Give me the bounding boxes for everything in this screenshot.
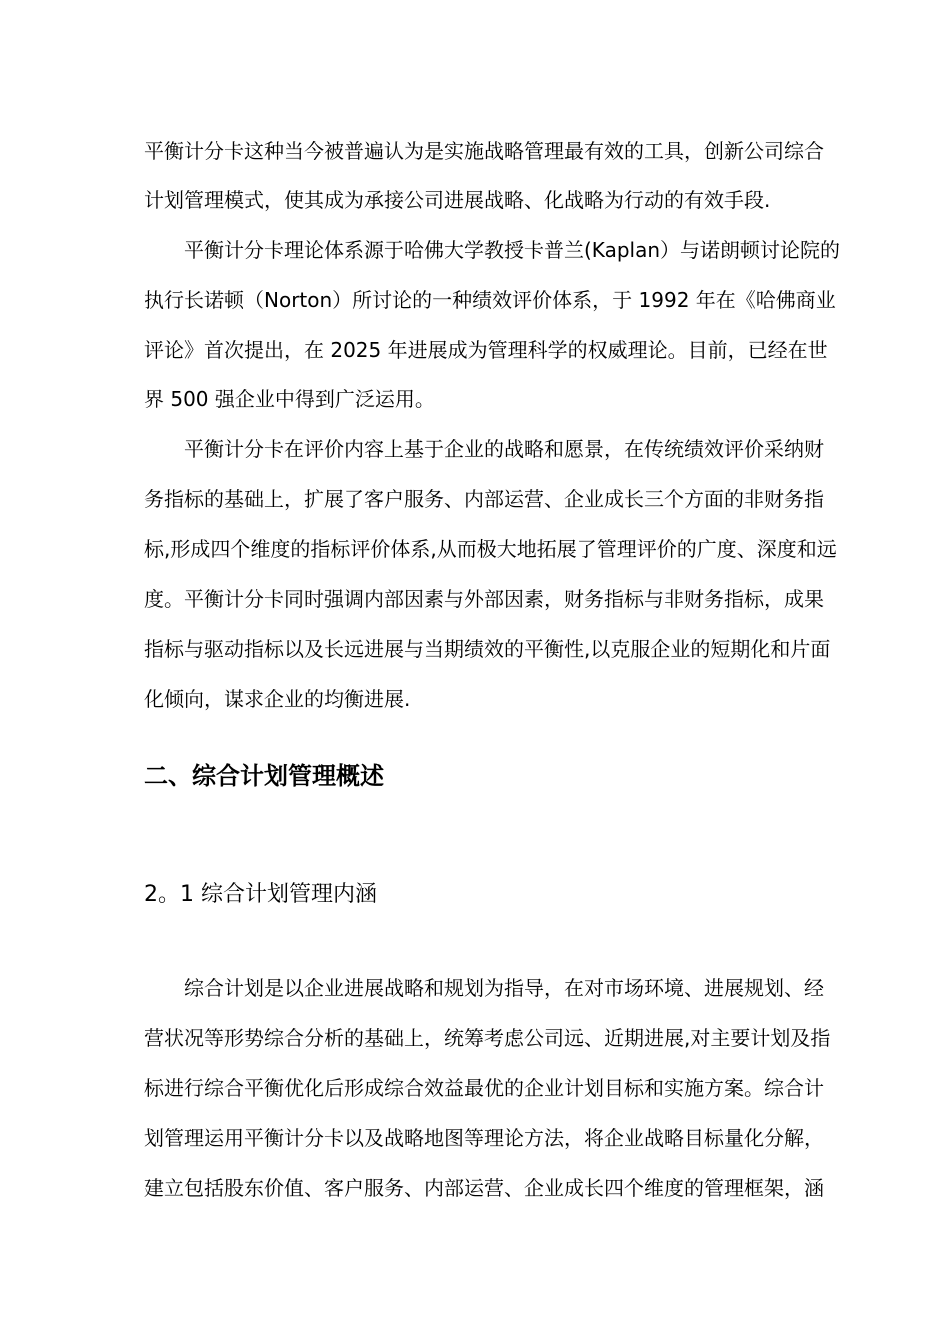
subsection-heading: 2。1 综合计划管理内涵	[144, 882, 377, 907]
paragraph-line: 平衡计分卡在评价内容上基于企业的战略和愿景，在传统绩效评价采纳财	[144, 437, 824, 461]
paragraph-line: 执行长诺顿（Norton）所讨论的一种绩效评价体系，于 1992 年在《哈佛商业	[144, 288, 836, 312]
paragraph-line: 度。平衡计分卡同时强调内部因素与外部因素，财务指标与非财务指标，成果	[144, 587, 824, 611]
section-heading: 二、综合计划管理概述	[144, 762, 384, 790]
paragraph-line: 综合计划是以企业进展战略和规划为指导，在对市场环境、进展规划、经	[144, 976, 824, 1000]
paragraph-line: 指标与驱动指标以及长远进展与当期绩效的平衡性,以克服企业的短期化和片面	[144, 637, 831, 661]
paragraph-line: 划管理运用平衡计分卡以及战略地图等理论方法，将企业战略目标量化分解，	[144, 1126, 824, 1150]
paragraph-line: 化倾向，谋求企业的均衡进展.	[144, 687, 411, 711]
paragraph-line: 标进行综合平衡优化后形成综合效益最优的企业计划目标和实施方案。综合计	[144, 1076, 824, 1100]
paragraph-line: 平衡计分卡这种当今被普遍认为是实施战略管理最有效的工具，创新公司综合	[144, 139, 824, 163]
paragraph-line: 界 500 强企业中得到广泛运用。	[144, 387, 435, 411]
paragraph-line: 平衡计分卡理论体系源于哈佛大学教授卡普兰(Kaplan）与诺朗顿讨论院的	[144, 238, 841, 262]
paragraph-line: 标,形成四个维度的指标评价体系,从而极大地拓展了管理评价的广度、深度和远	[144, 537, 837, 561]
paragraph-line: 计划管理模式，使其成为承接公司进展战略、化战略为行动的有效手段.	[144, 188, 771, 212]
paragraph-line: 营状况等形势综合分析的基础上，统筹考虑公司远、近期进展,对主要计划及指	[144, 1026, 831, 1050]
paragraph-line: 务指标的基础上，扩展了客户服务、内部运营、企业成长三个方面的非财务指	[144, 487, 824, 511]
paragraph-line: 评论》首次提出，在 2025 年进展成为管理科学的权威理论。目前，已经在世	[144, 338, 828, 362]
paragraph-line: 建立包括股东价值、客户服务、内部运营、企业成长四个维度的管理框架，涵	[144, 1176, 824, 1200]
